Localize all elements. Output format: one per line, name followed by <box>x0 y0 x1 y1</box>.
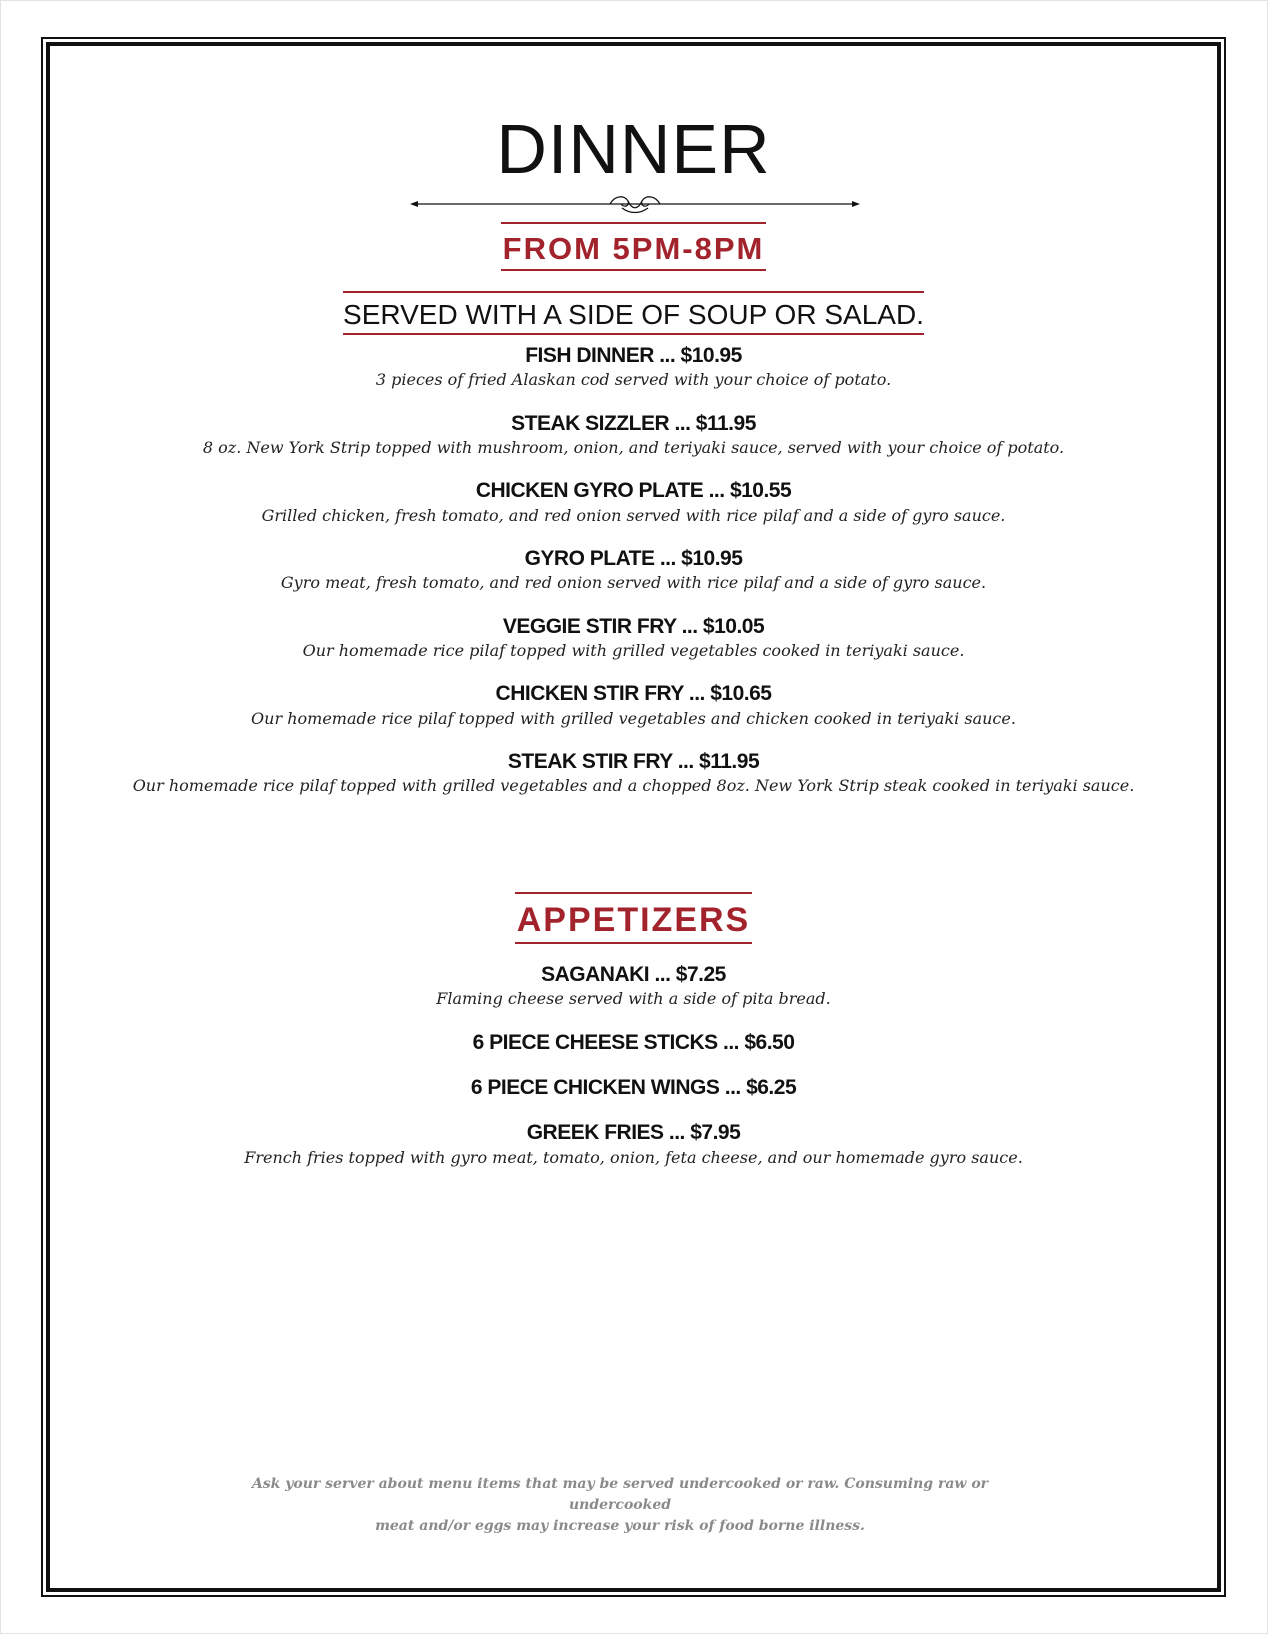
menu-item-name: STEAK STIR FRY ... $11.95 <box>507 750 760 774</box>
menu-item-description: Gyro meat, fresh tomato, and red onion served with rice pilaf and a side of gyro sauce. <box>280 573 987 593</box>
menu-item-name: GREEK FRIES ... $7.95 <box>526 1121 741 1145</box>
menu-item <box>50 961 1217 1011</box>
divider-ornament-icon <box>410 192 860 216</box>
appetizers-heading: APPETIZERS <box>515 892 752 944</box>
menu-item-description: Our homemade rice pilaf topped with grilled vegetables cooked in teriyaki sauce. <box>302 641 965 661</box>
menu-item-name: 6 PIECE CHEESE STICKS ... $6.50 <box>472 1030 795 1054</box>
menu-item-name: STEAK SIZZLER ... $11.95 <box>511 411 756 435</box>
menu-item-name: CHICKEN GYRO PLATE ... $10.55 <box>475 479 792 503</box>
menu-item-description: Our homemade rice pilaf topped with grilled vegetables and chicken cooked in teriyaki sauce. <box>251 708 1016 728</box>
food-safety-disclaimer <box>245 1474 995 1537</box>
menu-item <box>50 1074 1217 1101</box>
hours-label: FROM 5PM-8PM <box>501 222 767 271</box>
menu-item <box>50 1029 1217 1056</box>
disclaimer-line: meat and/or eggs may increase your risk of food borne illness. <box>375 1518 865 1534</box>
menu-item-description: Grilled chicken, fresh tomato, and red onion served with rice pilaf and a side of gyro sauce. <box>261 505 1006 525</box>
menu-item-name: GYRO PLATE ... $10.95 <box>524 547 743 571</box>
menu-item-name: VEGGIE STIR FRY ... $10.05 <box>502 614 765 638</box>
menu-item <box>50 410 1217 460</box>
disclaimer-line: Ask your server about menu items that may be served undercooked or raw. Consuming raw or undercooked <box>251 1476 989 1513</box>
menu-subtitle: SERVED WITH A SIDE OF SOUP OR SALAD. <box>343 291 924 335</box>
menu-item <box>50 680 1217 730</box>
menu-item <box>50 748 1217 798</box>
menu-title: DINNER <box>496 110 771 188</box>
hours-section <box>50 222 1217 271</box>
subtitle-section <box>50 291 1217 335</box>
menu-item <box>50 1119 1217 1169</box>
menu-item <box>50 613 1217 663</box>
menu-item-description: 3 pieces of fried Alaskan cod served with your choice of potato. <box>375 370 892 390</box>
appetizers-section <box>50 892 1217 944</box>
menu-item-name: SAGANAKI ... $7.25 <box>541 963 726 986</box>
menu-item-description: Flaming cheese served with a side of pita bread. <box>436 989 831 1009</box>
dinner-items <box>50 342 1217 816</box>
menu-frame-inner <box>46 42 1221 1592</box>
menu-item-name: CHICKEN STIR FRY ... $10.65 <box>495 682 772 706</box>
menu-item-description: Our homemade rice pilaf topped with grilled vegetables and a chopped 8oz. New York Strip steak cooked in teriyaki sauce. <box>132 776 1135 796</box>
menu-item <box>50 545 1217 595</box>
menu-item <box>50 342 1217 392</box>
menu-item-name: 6 PIECE CHICKEN WINGS ... $6.25 <box>470 1075 797 1099</box>
menu-item <box>50 477 1217 527</box>
menu-item-description: French fries topped with gyro meat, tomato, onion, feta cheese, and our homemade gyro sauce. <box>244 1147 1023 1167</box>
menu-item-description: 8 oz. New York Strip topped with mushroom, onion, and teriyaki sauce, served with your choice of potato. <box>202 437 1065 457</box>
menu-item-name: FISH DINNER ... $10.95 <box>525 344 742 367</box>
appetizer-items <box>50 961 1217 1187</box>
